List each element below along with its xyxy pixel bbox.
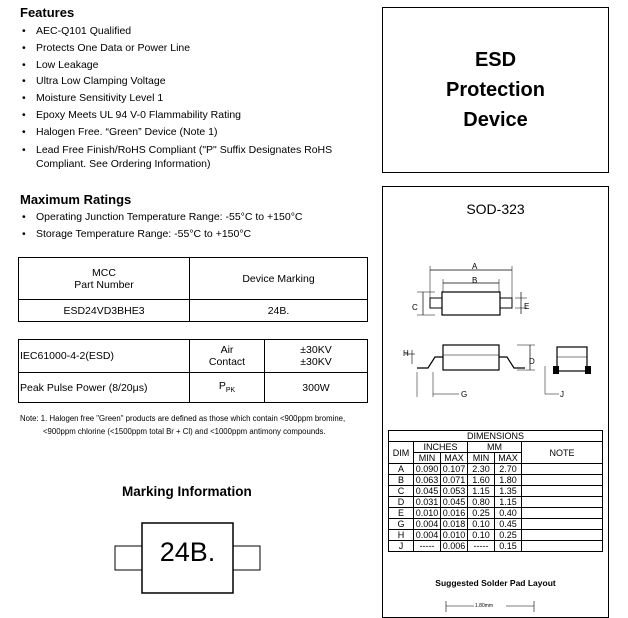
table-cell: 0.006 (441, 541, 468, 552)
table-row (389, 475, 603, 486)
list-item: • Epoxy Meets UL 94 V-0 Flammability Rating (20, 107, 365, 124)
table-cell (522, 486, 603, 497)
dimensions-table (388, 430, 603, 552)
device-marking: 24B. (190, 300, 368, 322)
table-cell: 0.004 (414, 519, 441, 530)
table-cell (522, 530, 603, 541)
table-cell: ----- (468, 541, 495, 552)
table-cell: 0.10 (468, 519, 495, 530)
table-cell (522, 508, 603, 519)
dim-label-a: A (472, 262, 478, 271)
table-cell: E (389, 508, 414, 519)
table-cell: 1.60 (468, 475, 495, 486)
table-cell (522, 497, 603, 508)
table-row (389, 486, 603, 497)
solder-dim-label: 1.80mm (475, 603, 494, 609)
dim-label-c: C (412, 303, 418, 312)
table-row (389, 519, 603, 530)
inches-header: INCHES (414, 442, 468, 453)
table-cell: 0.25 (468, 508, 495, 519)
package-outline-drawing (395, 262, 600, 407)
table-cell (522, 519, 603, 530)
package-name: SOD-323 (466, 201, 525, 217)
list-item-line: Compliant. See Ordering Information) (36, 157, 211, 170)
table-cell: 0.10 (468, 530, 495, 541)
mm-header: MM (468, 442, 522, 453)
table-cell: 1.35 (495, 486, 522, 497)
marking-info-heading: Marking Information (122, 484, 252, 499)
table-row (389, 497, 603, 508)
list-item (20, 143, 365, 171)
solder-heading: Suggested Solder Pad Layout (435, 578, 556, 588)
title-line: Device (463, 109, 528, 131)
table-cell: 0.045 (441, 497, 468, 508)
table-cell (522, 464, 603, 475)
table-cell: 2.70 (495, 464, 522, 475)
table-cell: 0.004 (414, 530, 441, 541)
table-row (389, 541, 603, 552)
features-heading: Features (20, 5, 75, 20)
max-ratings-heading: Maximum Ratings (20, 192, 132, 207)
esd-values: ±30KV ±30KV (265, 340, 368, 373)
max-header: MAX (495, 453, 522, 464)
table-cell: 0.053 (441, 486, 468, 497)
dim-label-e: E (524, 302, 530, 311)
pulse-symbol: $P_{PK}$ (190, 373, 265, 403)
table-cell: G (389, 519, 414, 530)
table-cell: 0.031 (414, 497, 441, 508)
min-header: MIN (468, 453, 495, 464)
table-cell: ----- (414, 541, 441, 552)
dim-label-b: B (472, 276, 478, 285)
esd-table (18, 339, 368, 403)
table-cell: 1.80 (495, 475, 522, 486)
dim-header: DIM (389, 442, 414, 464)
table-cell: 0.018 (441, 519, 468, 530)
list-item: • Moisture Sensitivity Level 1 (20, 90, 365, 107)
list-item: • Low Leakage (20, 57, 365, 74)
table-cell: B (389, 475, 414, 486)
note-header: NOTE (522, 442, 603, 464)
dim-label-d: D (529, 357, 535, 366)
table-cell: 0.45 (495, 519, 522, 530)
table-cell: 0.15 (495, 541, 522, 552)
dim-label-g: G (461, 390, 468, 399)
mcc-header: MCC Part Number (19, 258, 190, 300)
pulse-label: Peak Pulse Power (8/20μs) (19, 373, 190, 403)
table-row (389, 508, 603, 519)
table-cell: H (389, 530, 414, 541)
max-ratings-list (20, 209, 365, 243)
dimensions-title: DIMENSIONS (389, 431, 603, 442)
list-item: • Ultra Low Clamping Voltage (20, 73, 365, 90)
note: Note: 1. Halogen free "Green" products are defined as those which contain <900ppm bromine, <900ppm chlorine (<1500ppm total Br + Cl) and <1000ppm antimony compounds. (20, 414, 346, 436)
title-line: ESD (474, 49, 517, 71)
table-cell: 0.010 (414, 508, 441, 519)
table-cell: D (389, 497, 414, 508)
list-item: • AEC-Q101 Qualified (20, 23, 365, 40)
esd-mode: Air Contact (190, 340, 265, 373)
table-cell: 0.045 (414, 486, 441, 497)
table-cell: 0.090 (414, 464, 441, 475)
dim-label-j: J (560, 390, 564, 399)
title-box (382, 7, 609, 173)
table-cell: 0.016 (441, 508, 468, 519)
marking-table (18, 257, 368, 322)
features-list (20, 23, 365, 171)
table-cell: 0.010 (441, 530, 468, 541)
table-cell: 1.15 (468, 486, 495, 497)
table-row (389, 464, 603, 475)
table-cell: 0.25 (495, 530, 522, 541)
table-cell: A (389, 464, 414, 475)
table-cell (522, 541, 603, 552)
esd-label: IEC61000-4-2(ESD) (19, 340, 190, 373)
list-item: • Protects One Data or Power Line (20, 40, 365, 57)
table-row (389, 530, 603, 541)
list-item-line: Lead Free Finish/RoHS Compliant ("P" Suffix Designates RoHS (36, 143, 333, 156)
table-cell: J (389, 541, 414, 552)
table-cell: 0.40 (495, 508, 522, 519)
table-cell: 0.071 (441, 475, 468, 486)
part-number: ESD24VD3BHE3 (19, 300, 190, 322)
list-item: • Halogen Free. “Green” Device (Note 1) (20, 124, 365, 141)
table-cell: 0.80 (468, 497, 495, 508)
list-item: • Operating Junction Temperature Range: -55°C to +150°C (20, 209, 365, 226)
min-header: MIN (414, 453, 441, 464)
dim-label-h: H (403, 349, 409, 358)
max-header: MAX (441, 453, 468, 464)
package-marking: 24B. (159, 537, 216, 567)
title-line: Protection (446, 79, 545, 101)
marking-header: Device Marking (190, 258, 368, 300)
table-cell: 1.15 (495, 497, 522, 508)
table-cell: 0.107 (441, 464, 468, 475)
table-cell (522, 475, 603, 486)
table-cell: 0.063 (414, 475, 441, 486)
pulse-value: 300W (265, 373, 368, 403)
table-cell: C (389, 486, 414, 497)
table-cell: 2.30 (468, 464, 495, 475)
list-item: • Storage Temperature Range: -55°C to +150°C (20, 226, 365, 243)
